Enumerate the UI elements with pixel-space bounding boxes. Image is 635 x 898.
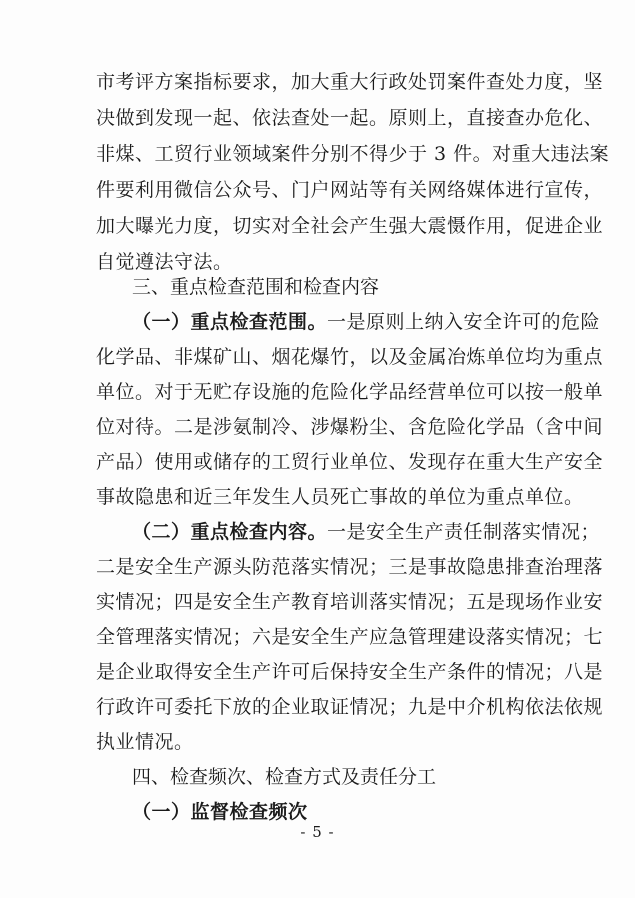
paragraph-line: 二是安全生产源头防范落实情况；三是事故隐患排查治理落 xyxy=(96,556,604,578)
page-number: - 5 - xyxy=(300,823,335,841)
paragraph-line: 是企业取得安全生产许可后保持安全生产条件的情况；八是 xyxy=(96,661,604,683)
paragraph-line: 行政许可委托下放的企业取证情况；九是中介机构依法依规 xyxy=(96,696,604,718)
paragraph-line: 加大曝光力度，切实对全社会产生强大震慑作用，促进企业 xyxy=(96,215,604,237)
subsection-text: 一是安全生产责任制落实情况； xyxy=(327,521,601,543)
paragraph-line: 单位。对于无贮存设施的危险化学品经营单位可以按一般单 xyxy=(96,381,604,403)
paragraph-line: 市考评方案指标要求，加大重大行政处罚案件查处力度，坚 xyxy=(96,71,604,93)
paragraph-line: 事故隐患和近三年发生人员死亡事故的单位为重点单位。 xyxy=(96,486,584,508)
paragraph-line: 自觉遵法守法。 xyxy=(96,251,233,273)
paragraph-line: 执业情况。 xyxy=(96,731,194,753)
subsection-first-line xyxy=(132,310,600,334)
paragraph-line: 决做到发现一起、依法查处一起。原则上，直接查办危化、 xyxy=(96,107,604,129)
subsection-title: （一）重点检查范围。 xyxy=(132,311,328,333)
section-heading: 四、检查频次、检查方式及责任分工 xyxy=(132,766,437,788)
paragraph-line: 实情况；四是安全生产教育培训落实情况；五是现场作业安 xyxy=(96,591,604,613)
paragraph-line: 化学品、非煤矿山、烟花爆竹，以及金属冶炼单位均为重点 xyxy=(96,346,604,368)
paragraph-line: 全管理落实情况；六是安全生产应急管理建设落实情况；七 xyxy=(96,626,604,648)
subsection-title: （一）监督检查频次 xyxy=(132,801,308,823)
subsection-title: （二）重点检查内容。 xyxy=(132,521,328,543)
subsection-text: 一是原则上纳入安全许可的危险 xyxy=(327,311,601,333)
paragraph-line: 产品）使用或储存的工贸行业单位、发现存在重大生产安全 xyxy=(96,451,604,473)
section-heading: 三、重点检查范围和检查内容 xyxy=(132,276,380,298)
paragraph-line: 位对待。二是涉氨制冷、涉爆粉尘、含危险化学品（含中间 xyxy=(96,416,604,438)
paragraph-line: 非煤、工贸行业领域案件分别不得少于 3 件。对重大违法案 xyxy=(96,143,610,165)
subsection-first-line xyxy=(132,520,600,544)
paragraph-line: 件要利用微信公众号、门户网站等有关网络媒体进行宣传， xyxy=(96,179,604,201)
